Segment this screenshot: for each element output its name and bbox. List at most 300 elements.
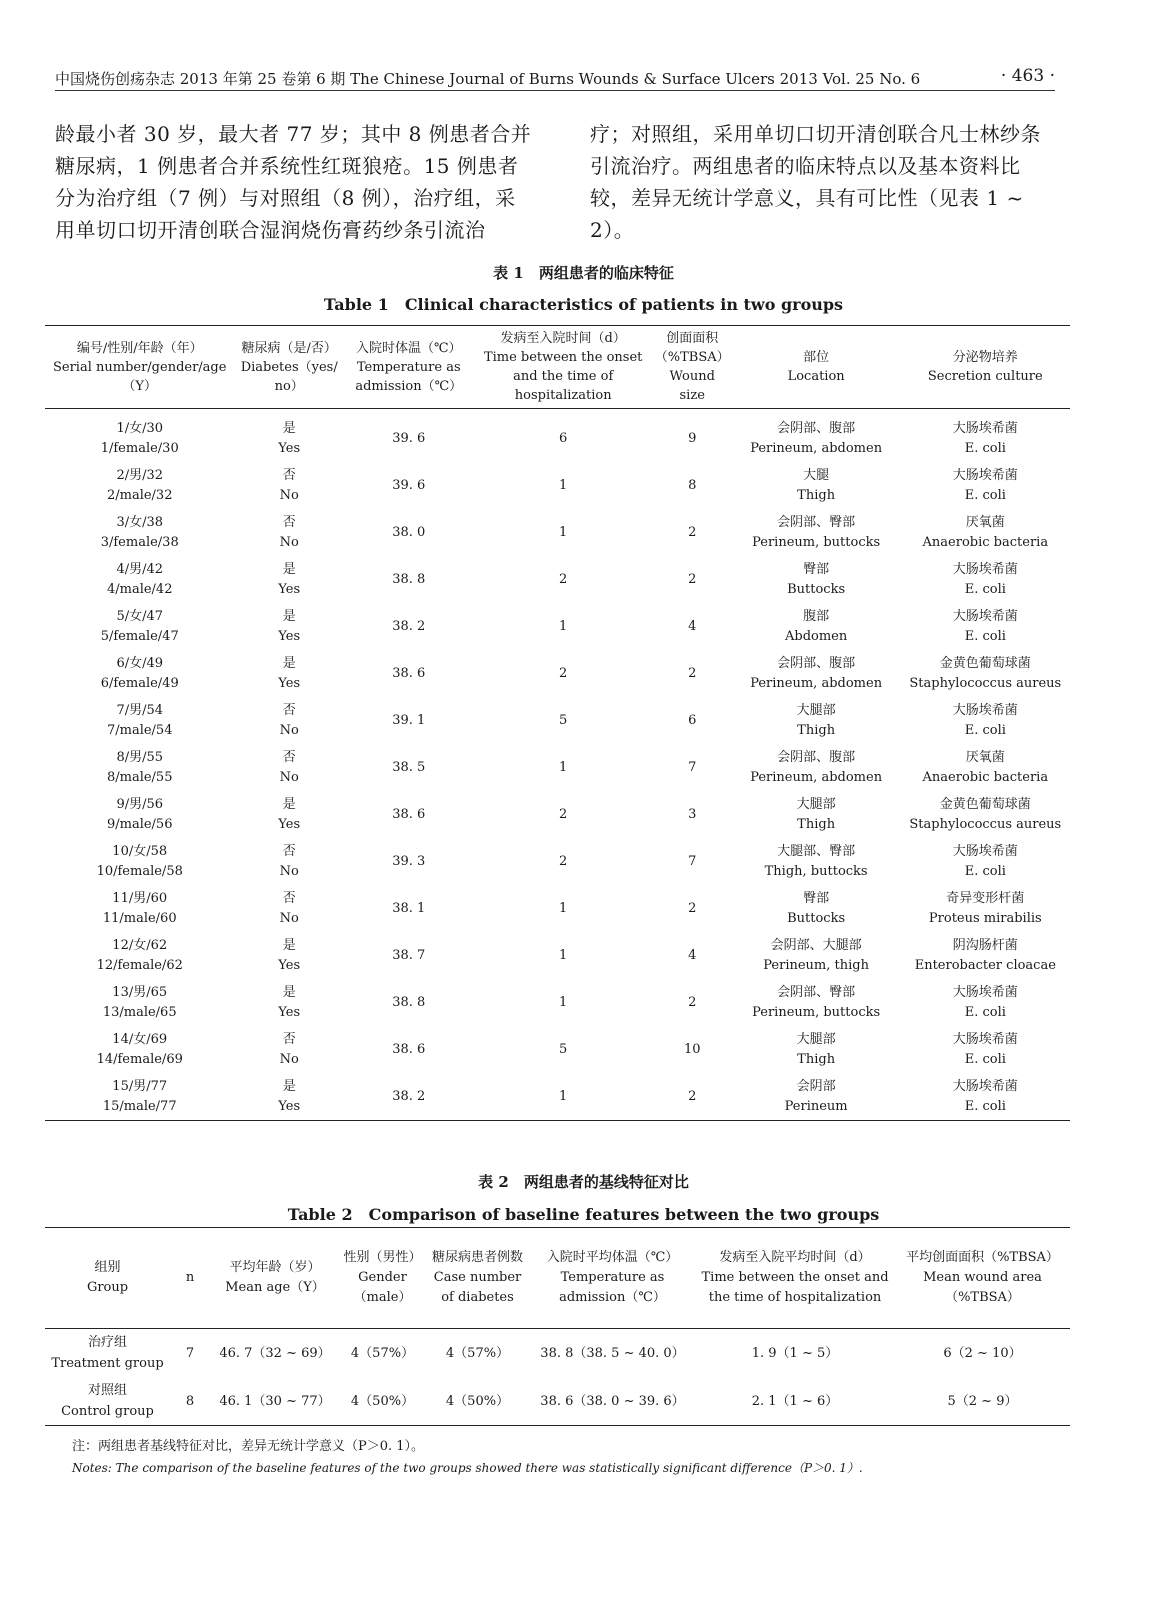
table-row [45,650,1070,697]
onset-time-value: 1. 9（1 ~ 5） [751,1345,839,1361]
location-value-en: Perineum, buttocks [752,534,881,550]
temperature-value: 38. 6 [392,665,426,681]
table2-header-1 [170,1228,210,1329]
group-value: 治疗组 [87,1335,127,1350]
wound-size-value: 10 [683,1041,701,1057]
cell-wound-area [895,1329,1070,1378]
cell-culture [901,409,1070,463]
culture-value-en: E. coli [964,1098,1006,1114]
cell-patient-id [45,556,234,603]
cell-wound-size [653,409,732,463]
table-row [45,556,1070,603]
location-value: 臀部 [803,561,830,577]
table-row [45,979,1070,1026]
wound-size-value: 9 [688,430,697,446]
cell-culture [901,838,1070,885]
table1-header-0 [45,326,234,409]
cell-temperature [344,650,474,697]
table1-header-en: Time between the onset and the time of hospitalization [483,350,643,403]
table1-header-zh: 部位 [803,350,830,365]
cell-diabetes [234,556,344,603]
diabetes-value-en: No [279,534,299,550]
location-value-en: Perineum, abdomen [750,675,883,691]
cell-group [45,1329,170,1378]
diabetes-value: 否 [282,843,296,859]
patient-id-value: 6/女/49 [116,655,164,671]
cell-temperature [344,885,474,932]
table2-body [45,1329,1070,1426]
wound-size-value: 4 [688,618,697,634]
culture-value: 金黄色葡萄球菌 [939,655,1031,671]
table1-header-zh: 创面面积（%TBSA） [654,331,730,365]
cell-culture [901,462,1070,509]
table1-header-en: Serial number/gender/age（Y） [52,359,227,394]
culture-value: 大肠埃希菌 [952,608,1018,624]
table2-header-4 [425,1228,530,1329]
cell-location [732,509,901,556]
journal-title: 中国烧伤创疡杂志 2013 年第 25 卷第 6 期 The Chinese Journal of Burns Wounds & Surface Ulcers 2013 Vol. 25 No. 6 [55,70,921,88]
table2-header-en: n [185,1270,195,1285]
cell-temperature [344,556,474,603]
patient-id-value: 3/女/38 [116,514,164,530]
group-value-en: Control group [61,1404,154,1419]
cell-patient-id [45,603,234,650]
onset-time-value: 1 [559,477,568,493]
patient-id-value: 15/男/77 [112,1078,168,1094]
temperature-value: 39. 1 [392,712,426,728]
patient-id-value-en: 13/male/65 [102,1004,177,1020]
location-value-en: Thigh [797,487,836,503]
location-value: 会阴部、腹部 [777,749,856,765]
diabetes-value: 是 [282,655,296,671]
cell-temperature [344,838,474,885]
temperature-value: 39. 3 [392,853,426,869]
patient-id-value-en: 4/male/42 [106,581,173,597]
cell-onset-time [474,603,653,650]
cell-culture [901,744,1070,791]
cell-onset-time [474,1073,653,1121]
cell-diabetes [234,650,344,697]
cell-culture [901,603,1070,650]
wound-size-value: 2 [688,1088,697,1104]
table-row [45,744,1070,791]
culture-value: 大肠埃希菌 [952,420,1018,436]
culture-value-en: Anaerobic bacteria [922,769,1049,785]
location-value-en: Perineum, buttocks [752,1004,881,1020]
patient-id-value: 12/女/62 [112,937,168,953]
wound-size-value: 7 [688,853,697,869]
culture-value: 大肠埃希菌 [952,702,1018,718]
cell-temperature [530,1329,695,1378]
cell-location [732,932,901,979]
location-value-en: Perineum [784,1098,848,1114]
cell-diabetes [425,1329,530,1378]
table-row [45,932,1070,979]
culture-value: 金黄色葡萄球菌 [939,796,1031,812]
culture-value-en: E. coli [964,581,1006,597]
table2-header-zh: 入院时平均体温（℃） [546,1250,679,1265]
cell-wound-size [653,462,732,509]
temperature-value: 38. 6 [392,806,426,822]
patient-id-value: 4/男/42 [116,561,164,577]
table-row [45,409,1070,463]
cell-diabetes [234,791,344,838]
cell-temperature [344,697,474,744]
patient-id-value-en: 14/female/69 [96,1051,183,1067]
table1-header-zh: 编号/性别/年龄（年） [76,340,203,356]
diabetes-value: 是 [282,984,296,1000]
table-row [45,1329,1070,1378]
table-row [45,885,1070,932]
cell-onset-time [474,838,653,885]
diabetes-value: 否 [282,890,296,906]
table2-header-en: Temperature as admission（℃） [559,1270,666,1305]
table1 [45,325,1070,1121]
cell-culture [901,932,1070,979]
n-value: 8 [185,1393,195,1409]
cell-onset-time [474,409,653,463]
cell-temperature [344,409,474,463]
table1-header-2 [344,326,474,409]
temperature-value: 38. 7 [392,947,426,963]
table1-caption-en: Table 1 Clinical characteristics of patients in two groups [323,295,844,314]
table2-header-en: Time between the onset and the time of hospitalization [701,1270,889,1305]
culture-value: 大肠埃希菌 [952,1031,1018,1047]
temperature-value: 38. 0 [392,524,426,540]
onset-time-value: 1 [559,524,568,540]
onset-time-value: 5 [559,712,568,728]
diabetes-value: 否 [282,467,296,483]
cell-wound-area [895,1377,1070,1426]
patient-id-value-en: 12/female/62 [96,957,183,973]
cell-onset-time [474,1026,653,1073]
cell-patient-id [45,462,234,509]
diabetes-value-en: No [279,769,299,785]
cell-wound-size [653,791,732,838]
onset-time-value: 2 [559,665,568,681]
group-value-en: Treatment group [51,1356,164,1371]
culture-value: 厌氧菌 [965,514,1005,530]
cell-location [732,650,901,697]
patient-id-value: 14/女/69 [112,1031,168,1047]
patient-id-value-en: 10/female/58 [96,863,183,879]
table1-body [45,409,1070,1121]
diabetes-value-en: No [279,487,299,503]
cell-diabetes [234,603,344,650]
patient-id-value-en: 1/female/30 [100,440,179,456]
table1-header-en: Location [787,369,845,384]
table2-header-row [45,1228,1070,1329]
cell-wound-size [653,1026,732,1073]
onset-time-value: 6 [559,430,568,446]
onset-time-value: 1 [559,1088,568,1104]
cell-n [170,1377,210,1426]
cell-temperature [344,1026,474,1073]
cell-wound-size [653,650,732,697]
culture-value-en: E. coli [964,628,1006,644]
location-value-en: Perineum, abdomen [750,769,883,785]
cell-diabetes [234,932,344,979]
cell-diabetes [234,885,344,932]
temperature-value: 38. 1 [392,900,426,916]
temperature-value: 38. 8（38. 5 ~ 40. 0） [540,1345,685,1361]
cell-patient-id [45,838,234,885]
patient-id-value-en: 7/male/54 [106,722,173,738]
cell-temperature [344,603,474,650]
patient-id-value-en: 9/male/56 [106,816,173,832]
cell-patient-id [45,1073,234,1121]
cell-diabetes [234,979,344,1026]
cell-gender [340,1329,425,1378]
patient-id-value: 7/男/54 [116,702,164,718]
cell-location [732,556,901,603]
cell-location [732,1026,901,1073]
onset-time-value: 2 [559,571,568,587]
location-value: 会阴部、腹部 [777,420,856,436]
onset-time-value: 5 [559,1041,568,1057]
cell-patient-id [45,509,234,556]
location-value-en: Thigh [797,722,836,738]
temperature-value: 39. 6 [392,477,426,493]
table-row [45,1026,1070,1073]
cell-diabetes [234,744,344,791]
diabetes-value-en: Yes [278,1098,301,1114]
table2-header-zh: 组别 [94,1260,121,1275]
onset-time-value: 2 [559,806,568,822]
location-value-en: Thigh [797,816,836,832]
culture-value: 大肠埃希菌 [952,467,1018,483]
wound-area-value: 5（2 ~ 9） [947,1393,1018,1409]
culture-value: 大肠埃希菌 [952,561,1018,577]
cell-group [45,1377,170,1426]
table-row [45,697,1070,744]
location-value: 大腿部 [796,1031,836,1047]
table2-note-en: Notes: The comparison of the baseline features of the two groups showed there was statistically significant difference（P＞0. 1）. [72,1461,863,1475]
table1-header-en: Diabetes（yes/ no） [240,359,338,394]
culture-value-en: Staphylococcus aureus [909,675,1062,691]
table2-header-2 [210,1228,340,1329]
patient-id-value: 13/男/65 [112,984,168,1000]
cell-location [732,744,901,791]
cell-temperature [344,462,474,509]
cell-culture [901,791,1070,838]
cell-wound-size [653,838,732,885]
location-value-en: Thigh [797,1051,836,1067]
location-value-en: Thigh, buttocks [764,863,868,879]
onset-time-value: 1 [559,618,568,634]
culture-value-en: E. coli [964,1051,1006,1067]
onset-time-value: 1 [559,759,568,775]
mean-age-value: 46. 1（30 ~ 77） [219,1393,331,1409]
page-number: · 463 · [1000,66,1055,86]
cell-wound-size [653,932,732,979]
cell-temperature [344,979,474,1026]
patient-id-value-en: 15/male/77 [102,1098,177,1114]
cell-location [732,462,901,509]
cell-mean-age [210,1377,340,1426]
table-row [45,462,1070,509]
location-value: 大腿部、臀部 [777,843,856,859]
table-row [45,1377,1070,1426]
table2-note-zh: 注：两组患者基线特征对比，差异无统计学意义（P＞0. 1）。 [72,1439,425,1454]
diabetes-value: 是 [282,937,296,953]
diabetes-value-en: Yes [278,1004,301,1020]
diabetes-value: 是 [282,1078,296,1094]
cell-location [732,1073,901,1121]
culture-value-en: E. coli [964,487,1006,503]
mean-age-value: 46. 7（32 ~ 69） [219,1345,331,1361]
patient-id-value: 5/女/47 [116,608,164,624]
table1-header-zh: 入院时体温（℃） [355,340,462,356]
patient-id-value-en: 3/female/38 [100,534,179,550]
culture-value-en: E. coli [964,440,1006,456]
table2-header-en: Mean age（Y） [225,1280,325,1295]
cell-onset-time [474,979,653,1026]
diabetes-value-en: No [279,910,299,926]
table2-header-zh: 性别（男性） [343,1250,422,1265]
location-value: 臀部 [803,890,830,906]
wound-size-value: 4 [688,947,697,963]
table2-header-en: Mean wound area（%TBSA） [923,1270,1042,1305]
patient-id-value: 8/男/55 [116,749,164,765]
location-value: 会阴部 [796,1078,836,1094]
location-value: 会阴部、腹部 [777,655,856,671]
cell-culture [901,556,1070,603]
diabetes-value-en: Yes [278,581,301,597]
body-text-right: 疗；对照组，采用单切口切开清创联合凡士林纱条引流治疗。两组患者的临床特点以及基本资料比较，差异无统计学意义，具有可比性（见表 1 ~ 2）。 [590,122,1041,242]
diabetes-value-en: Yes [278,628,301,644]
culture-value-en: Anaerobic bacteria [922,534,1049,550]
diabetes-value: 否 [282,749,296,765]
table2-header-zh: 平均创面面积（%TBSA） [906,1250,1059,1265]
table1-header-5 [732,326,901,409]
cell-location [732,979,901,1026]
culture-value-en: E. coli [964,863,1006,879]
culture-value-en: Proteus mirabilis [928,910,1042,926]
onset-time-value: 2. 1（1 ~ 6） [751,1393,839,1409]
table1-header-en: Wound size [669,369,715,403]
diabetes-value-en: No [279,722,299,738]
culture-value: 厌氧菌 [965,749,1005,765]
culture-value: 大肠埃希菌 [952,984,1018,1000]
table2-header-en: Gender（male） [353,1270,412,1305]
location-value: 腹部 [803,608,830,624]
diabetes-value-en: Yes [278,675,301,691]
diabetes-value: 否 [282,514,296,530]
cell-patient-id [45,650,234,697]
cell-location [732,697,901,744]
table2-header-0 [45,1228,170,1329]
gender-value: 4（50%） [350,1393,415,1409]
temperature-value: 38. 2 [392,618,426,634]
cell-onset-time [474,556,653,603]
culture-value-en: Enterobacter cloacae [914,957,1056,973]
location-value: 会阴部、臀部 [777,514,856,530]
group-value: 对照组 [87,1383,127,1398]
table2-header-zh: 糖尿病患者例数 [431,1250,523,1265]
wound-size-value: 6 [688,712,697,728]
onset-time-value: 1 [559,947,568,963]
location-value: 大腿 [803,467,830,483]
cell-wound-size [653,979,732,1026]
table-row [45,791,1070,838]
location-value: 会阴部、大腿部 [770,937,862,953]
table1-header-en: Temperature as admission（℃） [355,359,463,394]
location-value: 会阴部、臀部 [777,984,856,1000]
wound-size-value: 2 [688,665,697,681]
diabetes-value-en: No [279,863,299,879]
temperature-value: 38. 5 [392,759,426,775]
patient-id-value-en: 8/male/55 [106,769,173,785]
culture-value-en: E. coli [964,722,1006,738]
diabetes-value: 4（57%） [445,1345,510,1361]
table1-header-zh: 分泌物培养 [952,350,1018,365]
diabetes-value-en: No [279,1051,299,1067]
cell-temperature [344,932,474,979]
cell-wound-size [653,1073,732,1121]
temperature-value: 38. 8 [392,571,426,587]
cell-culture [901,885,1070,932]
temperature-value: 38. 6 [392,1041,426,1057]
diabetes-value: 是 [282,561,296,577]
cell-wound-size [653,509,732,556]
patient-id-value: 10/女/58 [112,843,168,859]
diabetes-value-en: Yes [278,816,301,832]
table-row [45,1073,1070,1121]
cell-onset-time [474,462,653,509]
cell-location [732,838,901,885]
culture-value: 阴沟肠杆菌 [952,937,1018,953]
cell-culture [901,1073,1070,1121]
cell-onset-time [474,697,653,744]
cell-culture [901,509,1070,556]
cell-culture [901,979,1070,1026]
table-row [45,509,1070,556]
diabetes-value: 否 [282,1031,296,1047]
diabetes-value: 是 [282,796,296,812]
cell-location [732,791,901,838]
table2 [45,1227,1070,1426]
table1-header-zh: 糖尿病（是/否） [241,340,337,356]
table1-header-en: Secretion culture [927,369,1043,384]
cell-temperature [344,791,474,838]
patient-id-value: 11/男/60 [112,890,168,906]
location-value-en: Perineum, abdomen [750,440,883,456]
cell-onset-time [474,509,653,556]
diabetes-value: 是 [282,420,296,436]
cell-wound-size [653,697,732,744]
patient-id-value: 2/男/32 [116,467,164,483]
table1-header-6 [901,326,1070,409]
cell-gender [340,1377,425,1426]
cell-temperature [530,1377,695,1426]
cell-diabetes [234,1026,344,1073]
wound-area-value: 6（2 ~ 10） [943,1345,1022,1361]
running-header [55,66,1055,91]
onset-time-value: 1 [559,994,568,1010]
cell-diabetes [234,838,344,885]
table2-header-zh: 平均年龄（岁） [229,1260,321,1275]
cell-onset-time [695,1377,895,1426]
table2-header-zh: 发病至入院平均时间（d） [719,1250,871,1265]
onset-time-value: 1 [559,900,568,916]
cell-culture [901,650,1070,697]
cell-wound-size [653,556,732,603]
wound-size-value: 2 [688,994,697,1010]
cell-diabetes [425,1377,530,1426]
table2-header-7 [895,1228,1070,1329]
table2-header-5 [530,1228,695,1329]
